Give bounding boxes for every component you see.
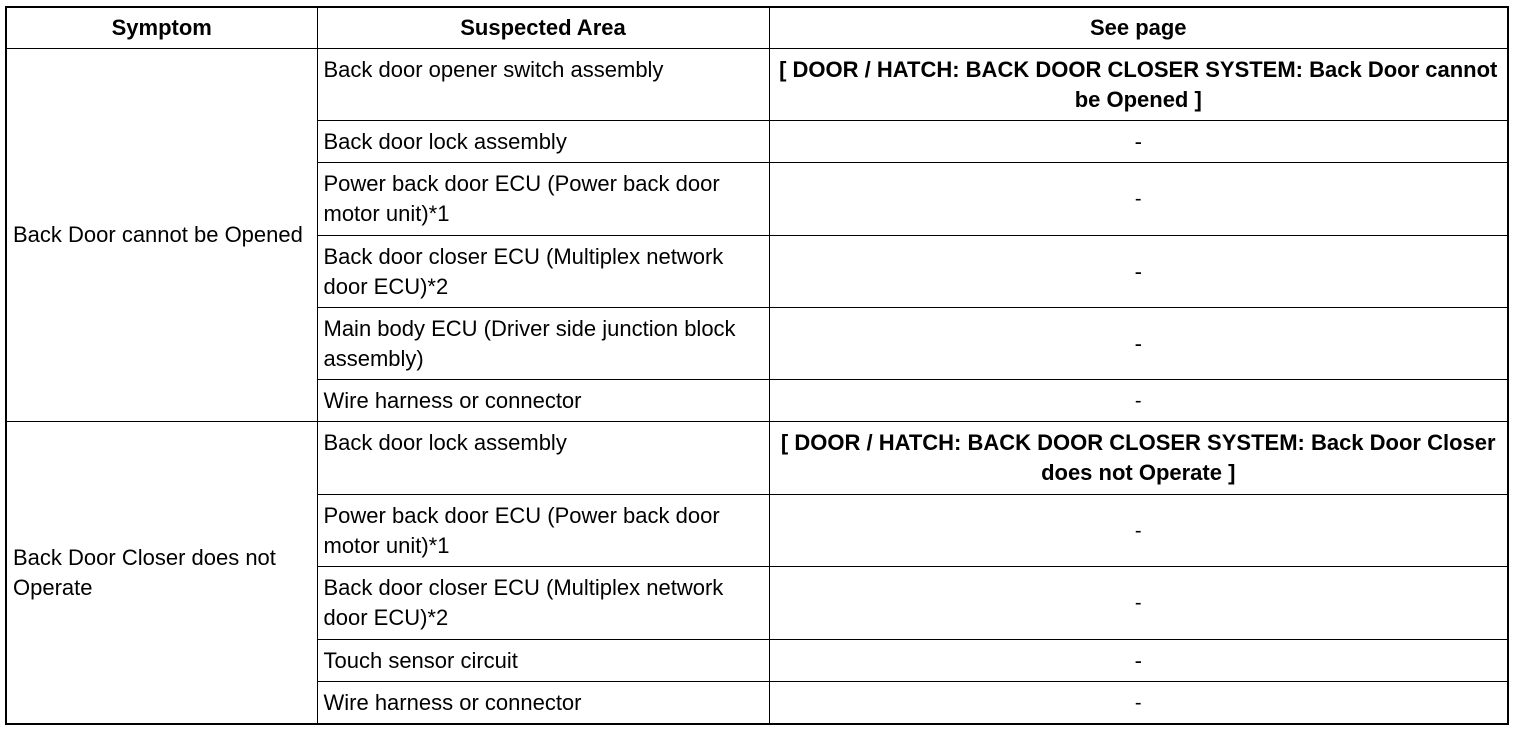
see-page-cell: - bbox=[769, 236, 1508, 308]
see-page-link[interactable]: [ DOOR / HATCH: BACK DOOR CLOSER SYSTEM: Back Door Closer does not Operate ] bbox=[769, 422, 1508, 495]
header-symptom: Symptom bbox=[6, 7, 317, 49]
header-suspected-area: Suspected Area bbox=[317, 7, 769, 49]
header-see-page: See page bbox=[769, 7, 1508, 49]
table-row bbox=[6, 422, 1508, 495]
see-page-link[interactable]: [ DOOR / HATCH: BACK DOOR CLOSER SYSTEM: Back Door cannot be Opened ] bbox=[769, 49, 1508, 121]
suspected-area-cell: Back door lock assembly bbox=[317, 422, 769, 495]
symptom-cell: Back Door Closer does not Operate bbox=[6, 422, 317, 725]
suspected-area-cell: Main body ECU (Driver side junction block assembly) bbox=[317, 308, 769, 380]
symptom-cell: Back Door cannot be Opened bbox=[6, 49, 317, 422]
see-page-cell: - bbox=[769, 308, 1508, 380]
suspected-area-cell: Back door opener switch assembly bbox=[317, 49, 769, 121]
see-page-cell: - bbox=[769, 567, 1508, 640]
suspected-area-cell: Wire harness or connector bbox=[317, 682, 769, 725]
suspected-area-cell: Power back door ECU (Power back door motor unit)*1 bbox=[317, 163, 769, 236]
see-page-cell: - bbox=[769, 121, 1508, 163]
see-page-cell: - bbox=[769, 163, 1508, 236]
see-page-cell: - bbox=[769, 682, 1508, 725]
suspected-area-cell: Wire harness or connector bbox=[317, 380, 769, 422]
see-page-cell: - bbox=[769, 640, 1508, 682]
suspected-area-cell: Touch sensor circuit bbox=[317, 640, 769, 682]
suspected-area-cell: Back door lock assembly bbox=[317, 121, 769, 163]
table-row bbox=[6, 49, 1508, 121]
suspected-area-cell: Back door closer ECU (Multiplex network door ECU)*2 bbox=[317, 567, 769, 640]
suspected-area-cell: Back door closer ECU (Multiplex network door ECU)*2 bbox=[317, 236, 769, 308]
suspected-area-cell: Power back door ECU (Power back door motor unit)*1 bbox=[317, 495, 769, 567]
see-page-cell: - bbox=[769, 495, 1508, 567]
header-row bbox=[6, 7, 1508, 49]
see-page-cell: - bbox=[769, 380, 1508, 422]
symptom-table bbox=[5, 6, 1509, 725]
